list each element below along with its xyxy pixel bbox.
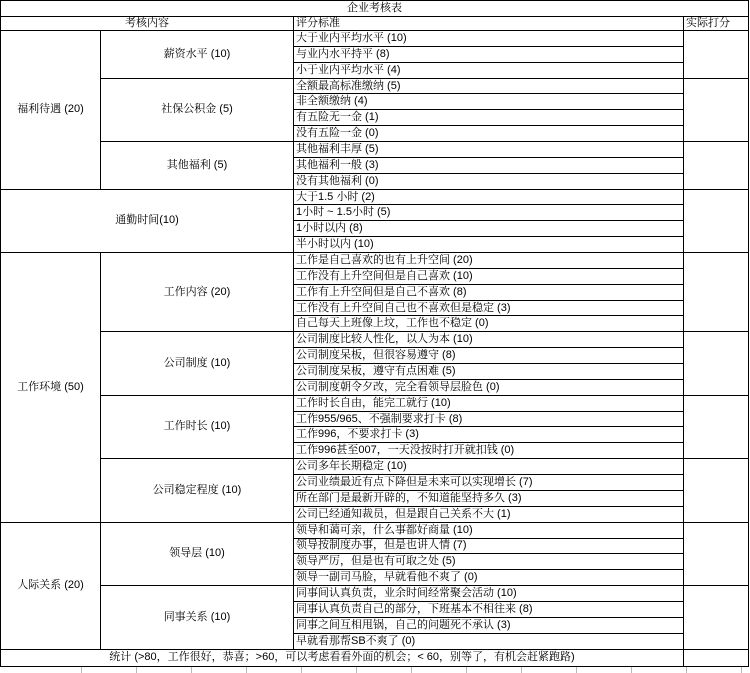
subcategory-cell: 薪资水平 (10) [101,31,294,79]
criteria-cell: 同事之间互相甩锅，自己的问题死不承认 (3) [294,617,684,633]
criteria-cell: 领导严厉，但是也有可取之处 (5) [294,554,684,570]
criteria-cell: 半小时以内 (10) [294,237,684,253]
table-row [1,253,749,269]
subcategory-cell: 同事关系 (10) [101,586,294,649]
subcategory-cell: 领导层 (10) [101,522,294,585]
table-row [1,31,749,47]
criteria-cell: 没有其他福利 (0) [294,173,684,189]
criteria-cell: 1小时以内 (8) [294,221,684,237]
score-input-cell[interactable] [684,649,749,666]
criteria-cell: 公司制度朝令夕改，完全看领导层脸色 (0) [294,379,684,395]
criteria-cell: 其他福利丰厚 (5) [294,142,684,158]
table-row [1,189,749,205]
criteria-cell: 与业内水平持平 (8) [294,46,684,62]
criteria-cell: 其他福利一般 (3) [294,157,684,173]
score-input-cell[interactable] [684,142,749,190]
criteria-cell: 大于1.5 小时 (2) [294,189,684,205]
criteria-cell: 所在部门是最新开辟的，不知道能坚持多久 (3) [294,490,684,506]
score-input-cell[interactable] [684,253,749,332]
score-input-cell[interactable] [684,395,749,458]
sheet-gridline-sliver [0,667,748,673]
column-header-scoring-criteria: 评分标准 [294,17,684,31]
score-input-cell[interactable] [684,189,749,252]
table-row [1,586,749,602]
criteria-cell: 工作996甚至007，一天没按时打开就扣钱 (0) [294,443,684,459]
criteria-cell: 同事间认真负责，业余时间经常聚会活动 (10) [294,586,684,602]
criteria-cell: 工作时长自由，能完工就行 (10) [294,395,684,411]
column-header-assessment-content: 考核内容 [1,17,294,31]
page-title: 企业考核表 [1,1,749,17]
table-row [1,522,749,538]
criteria-cell: 公司制度比较人性化，以人为本 (10) [294,332,684,348]
score-input-cell[interactable] [684,332,749,395]
table-row [1,78,749,94]
criteria-cell: 领导按制度办事，但是也讲人情 (7) [294,538,684,554]
table-row [1,142,749,158]
criteria-cell: 公司制度呆板，但很容易遵守 (8) [294,348,684,364]
category-cell: 人际关系 (20) [1,522,101,649]
criteria-cell: 公司制度呆板，遵守有点困难 (5) [294,364,684,380]
summary-cell: 统计 (>80，工作很好，恭喜；>60，可以考虑看看外面的机会；< 60，别等了，有机会赶紧跑路) [1,649,684,666]
criteria-cell: 工作是自己喜欢的也有上升空间 (20) [294,253,684,269]
subcategory-cell: 工作内容 (20) [101,253,294,332]
assessment-table-body [1,1,749,667]
criteria-cell: 大于业内平均水平 (10) [294,31,684,47]
table-row [1,332,749,348]
criteria-cell: 公司业绩最近有点下降但是未来可以实现增长 (7) [294,475,684,491]
score-input-cell[interactable] [684,78,749,141]
score-input-cell[interactable] [684,31,749,79]
table-row [1,459,749,475]
table-row [1,1,749,17]
criteria-cell: 自己每天上班像上坟，工作也不稳定 (0) [294,316,684,332]
criteria-cell: 工作没有上升空间但是自己喜欢 (10) [294,268,684,284]
subcategory-cell: 公司制度 (10) [101,332,294,395]
column-header-actual-score: 实际打分 [684,17,749,31]
score-input-cell[interactable] [684,586,749,649]
criteria-cell: 早就看那帮SB不爽了 (0) [294,633,684,649]
criteria-cell: 公司多年长期稳定 (10) [294,459,684,475]
table-row [1,649,749,666]
criteria-cell: 领导和蔼可亲，什么事都好商量 (10) [294,522,684,538]
subcategory-cell: 社保公积金 (5) [101,78,294,141]
score-input-cell[interactable] [684,522,749,585]
criteria-cell: 小于业内平均水平 (4) [294,62,684,78]
criteria-cell: 工作有上升空间但是自己不喜欢 (8) [294,284,684,300]
table-row [1,395,749,411]
criteria-cell: 同事认真负责自己的部分，下班基本不相往来 (8) [294,601,684,617]
criteria-cell: 非全额缴纳 (4) [294,94,684,110]
criteria-cell: 有五险无一金 (1) [294,110,684,126]
table-row [1,17,749,31]
criteria-cell: 公司已经通知裁员，但是跟自己关系不大 (1) [294,506,684,522]
subcategory-cell: 其他福利 (5) [101,142,294,190]
category-cell: 通勤时间(10) [1,189,294,252]
criteria-cell: 工作没有上升空间自己也不喜欢但是稳定 (3) [294,300,684,316]
criteria-cell: 领导一副司马脸，早就看他不爽了 (0) [294,570,684,586]
score-input-cell[interactable] [684,459,749,522]
criteria-cell: 工作955/965、不强制要求打卡 (8) [294,411,684,427]
category-cell: 工作环境 (50) [1,253,101,523]
criteria-cell: 工作996，不要求打卡 (3) [294,427,684,443]
category-cell: 福利待遇 (20) [1,31,101,190]
criteria-cell: 全额最高标准缴纳 (5) [294,78,684,94]
subcategory-cell: 公司稳定程度 (10) [101,459,294,522]
criteria-cell: 1小时 ~ 1.5小时 (5) [294,205,684,221]
criteria-cell: 没有五险一金 (0) [294,126,684,142]
subcategory-cell: 工作时长 (10) [101,395,294,458]
